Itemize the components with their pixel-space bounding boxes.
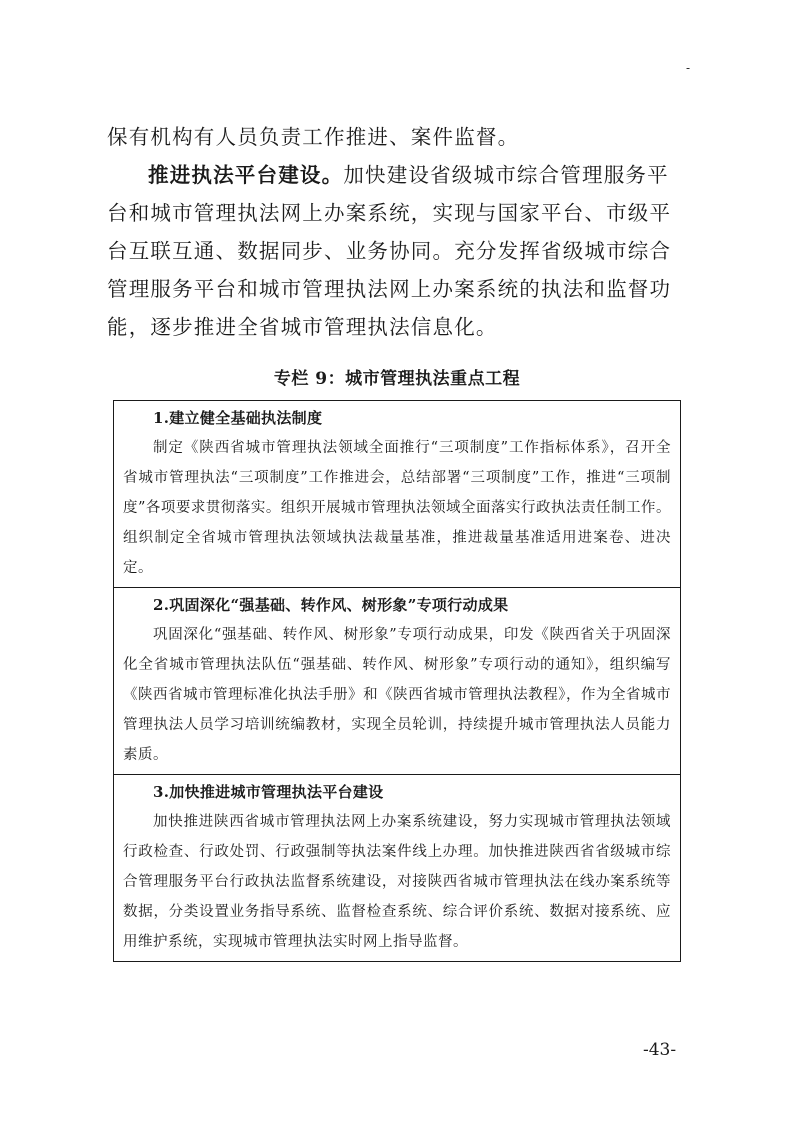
paragraph-lead-heading: 推进执法平台建设。 <box>148 163 344 187</box>
section-body: 巩固深化“强基础、转作风、树形象”专项行动成果，印发《陕西省关于巩固深化全省城市管理执法队伍“强基础、转作风、树形象”专项行动的通知》，组织编写《陕西省城市管理标准化执法手册》和《陕西省城市管理执法教程》，作为全省城市管理执法人员学习培训统编教材，实现全员轮训，持续提升城市管理执法人员能力素质。 <box>123 627 671 763</box>
column-box-title: 专栏 9：城市管理执法重点工程 <box>273 369 521 389</box>
header-mark: - <box>686 61 691 75</box>
paragraph-body: 加快建设省级城市综合管理服务平台和城市管理执法网上办案系统，实现与国家平台、市级平台互联互通、数据同步、业务协同。充分发挥省级城市综合管理服务平台和城市管理执法网上办案系统的执法和监督功能，逐步推进全省城市管理执法信息化。 <box>107 163 672 339</box>
paragraph-platform <box>107 156 687 346</box>
column-box <box>113 400 681 962</box>
page-number: -43- <box>643 1040 677 1060</box>
column-section <box>114 588 680 775</box>
section-heading: 2.巩固深化“强基础、转作风、树形象”专项行动成果 <box>153 596 509 614</box>
section-heading: 1.建立健全基础执法制度 <box>153 409 323 427</box>
body-text <box>107 118 687 346</box>
section-body: 加快推进陕西省城市管理执法网上办案系统建设，努力实现城市管理执法领域行政检查、行政处罚、行政强制等执法案件线上办理。加快推进陕西省省级城市综合管理服务平台行政执法监督系统建设，对接陕西省城市管理执法在线办案系统等数据，分类设置业务指导系统、监督检查系统、综合评价系统、数据对接系统、应用维护系统，实现城市管理执法实时网上指导监督。 <box>123 814 671 950</box>
section-body: 制定《陕西省城市管理执法领域全面推行“三项制度”工作指标体系》，召开全省城市管理执法“三项制度”工作推进会，总结部署“三项制度”工作，推进“三项制度”各项要求贯彻落实。组织开展城市管理执法领域全面落实行政执法责任制工作。组织制定全省城市管理执法领域执法裁量基准，推进裁量基准适用进案卷、进决定。 <box>123 440 671 576</box>
column-section <box>114 401 680 588</box>
column-section <box>114 775 680 961</box>
section-heading: 3.加快推进城市管理执法平台建设 <box>153 783 384 801</box>
paragraph-continuation: 保有机构有人员负责工作推进、案件监督。 <box>107 125 520 149</box>
